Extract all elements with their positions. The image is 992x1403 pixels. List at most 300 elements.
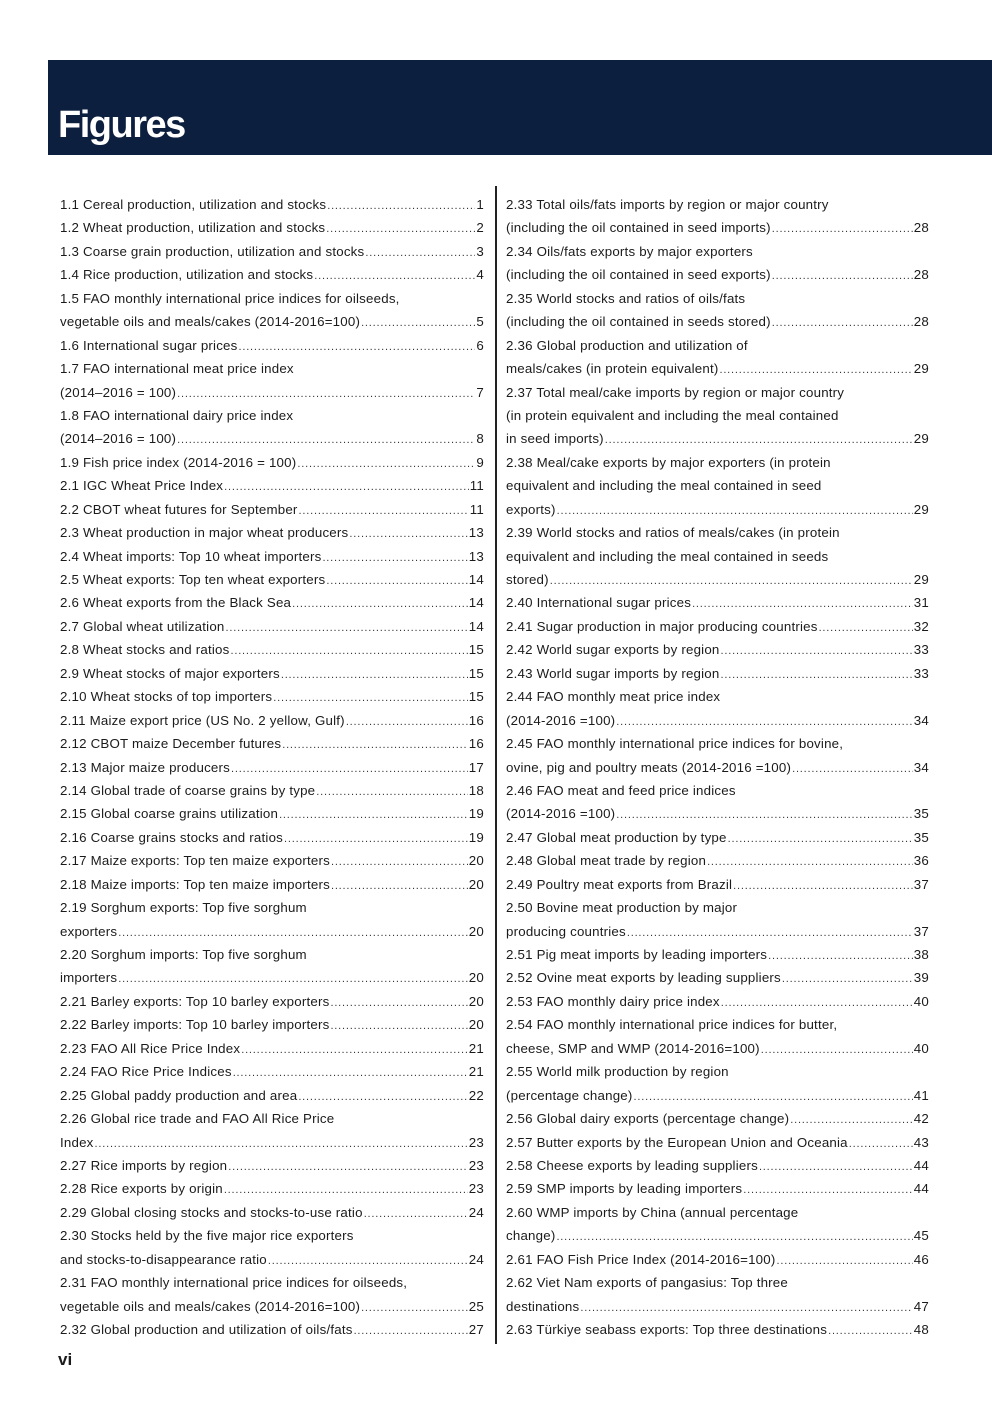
toc-entry-title: 1.7 FAO international meat price index <box>60 361 294 377</box>
toc-entry-title: 1.2 Wheat production, utilization and stocks <box>60 220 326 236</box>
toc-entry-line <box>506 896 929 919</box>
toc-entry-page: 32 <box>913 618 929 634</box>
toc-entry-page: 13 <box>468 525 484 541</box>
toc-entry-title: 2.53 FAO monthly dairy price index <box>506 993 720 1009</box>
toc-entry-title: 2.57 Butter exports by the European Union and Oceania <box>506 1134 848 1150</box>
toc-entry-title: 2.33 Total oils/fats imports by region or major country <box>506 197 829 212</box>
toc-entry[interactable] <box>60 1177 484 1200</box>
toc-entry-page: 20 <box>468 970 484 986</box>
dot-leader <box>297 453 475 476</box>
toc-entry-line <box>60 1224 484 1247</box>
toc-entry-page: 38 <box>913 947 929 962</box>
toc-entry-line <box>60 1271 484 1294</box>
toc-entry-line <box>506 1060 929 1083</box>
dot-leader <box>777 1250 913 1273</box>
dot-leader <box>326 570 467 593</box>
toc-entry-page: 29 <box>913 431 929 447</box>
toc-entry-title: 2.41 Sugar production in major producing countries <box>506 618 818 634</box>
toc-entry-page: 40 <box>913 993 929 1009</box>
toc-entry-title: 2.62 Viet Nam exports of pangasius: Top three <box>506 1275 789 1291</box>
toc-entry[interactable] <box>506 1177 929 1200</box>
toc-entry-title: 2.48 Global meat trade by region <box>506 853 707 869</box>
toc-entry[interactable] <box>506 896 929 943</box>
toc-entry[interactable] <box>506 638 929 661</box>
dot-leader <box>580 1297 912 1320</box>
toc-entry[interactable] <box>506 849 929 872</box>
dot-leader <box>772 265 913 288</box>
toc-entry-line <box>60 802 484 825</box>
toc-entry[interactable] <box>60 1318 484 1341</box>
toc-entry-title: 2.4 Wheat imports: Top 10 wheat importers <box>60 548 322 564</box>
toc-entry-title: 2.11 Maize export price (US No. 2 yellow, Gulf) <box>60 712 345 728</box>
toc-entry[interactable] <box>506 1271 929 1318</box>
toc-entry[interactable] <box>506 966 929 989</box>
toc-entry-title: 1.5 FAO monthly international price indices for oilseeds, <box>60 290 400 306</box>
toc-entry[interactable] <box>506 193 929 240</box>
toc-entry-line <box>60 896 484 919</box>
toc-entry-line <box>60 287 484 310</box>
dot-leader <box>314 265 475 288</box>
toc-entry-line <box>506 1224 929 1247</box>
toc-entry-title: 2.45 FAO monthly international price indices for bovine, <box>506 736 844 752</box>
toc-entry-page: 47 <box>913 1298 929 1314</box>
toc-entry[interactable] <box>60 263 484 286</box>
toc-entry[interactable] <box>506 1060 929 1107</box>
toc-entry[interactable] <box>506 873 929 896</box>
dot-leader <box>782 968 913 991</box>
toc-entry-title: 2.56 Global dairy exports (percentage change) <box>506 1111 790 1127</box>
dot-leader <box>733 875 913 898</box>
dot-leader <box>634 1086 913 1109</box>
dot-leader <box>268 1250 468 1273</box>
toc-entry-title: 2.14 Global trade of coarse grains by type <box>60 782 316 798</box>
toc-entry[interactable] <box>60 896 484 943</box>
dot-leader <box>177 383 475 406</box>
toc-entry-title: 2.39 World stocks and ratios of meals/cakes (in protein <box>506 525 840 541</box>
dot-leader <box>361 1297 468 1320</box>
dot-leader <box>226 617 468 640</box>
toc-entry-line <box>506 1154 929 1177</box>
toc-entry-title: meals/cakes (in protein equivalent) <box>506 361 719 377</box>
toc-entry-page: 36 <box>913 853 929 869</box>
toc-entry-title: 2.40 International sugar prices <box>506 595 692 611</box>
dot-leader <box>282 734 468 757</box>
toc-entry-line <box>506 474 929 497</box>
toc-entry-page: 24 <box>468 1204 484 1220</box>
toc-entry-title: change) <box>506 1228 556 1244</box>
toc-entry-line <box>60 568 484 591</box>
toc-entry-line <box>506 638 929 661</box>
dot-leader <box>707 851 913 874</box>
toc-entry[interactable] <box>506 662 929 685</box>
toc-entry-title: 2.52 Ovine meat exports by leading suppliers <box>506 970 781 986</box>
toc-entry[interactable] <box>506 521 929 591</box>
toc-entry[interactable] <box>60 1154 484 1177</box>
toc-entry-page: 15 <box>468 665 484 681</box>
toc-entry[interactable] <box>60 849 484 872</box>
toc-entry-line <box>60 1318 484 1341</box>
dot-leader <box>556 1226 912 1249</box>
dot-leader <box>299 500 469 523</box>
toc-entry[interactable] <box>60 709 484 732</box>
toc-entry[interactable] <box>60 334 484 357</box>
toc-entry-title: exporters <box>60 923 118 939</box>
toc-entry-title: 2.27 Rice imports by region <box>60 1157 228 1173</box>
toc-entry-title: 2.50 Bovine meat production by major <box>506 900 738 916</box>
toc-entry[interactable] <box>506 240 929 287</box>
toc-entry-line <box>506 756 929 779</box>
toc-entry-page: 29 <box>913 361 929 377</box>
toc-entry[interactable] <box>60 498 484 521</box>
toc-entry[interactable] <box>60 240 484 263</box>
toc-entry-line <box>506 427 929 450</box>
toc-entry-page: 3 <box>476 243 484 259</box>
toc-entry-line <box>60 990 484 1013</box>
toc-entry-line <box>60 1013 484 1036</box>
toc-entry-line <box>506 849 929 872</box>
dot-leader <box>316 781 468 804</box>
toc-entry-title: 2.44 FAO monthly meat price index <box>506 689 721 705</box>
toc-entry[interactable] <box>506 685 929 732</box>
toc-entry-line <box>506 263 929 286</box>
toc-entry[interactable] <box>60 662 484 685</box>
dot-leader <box>721 640 913 663</box>
toc-entry-title: 2.51 Pig meat imports by leading importers <box>506 947 768 962</box>
toc-entry-line <box>60 404 484 427</box>
toc-entry[interactable] <box>506 1013 929 1060</box>
toc-entry[interactable] <box>60 521 484 544</box>
dot-leader <box>849 1133 913 1156</box>
page-number: vi <box>58 1350 73 1369</box>
toc-entry-title: in seed imports) <box>506 431 604 447</box>
toc-entry-page: 19 <box>468 806 484 822</box>
toc-entry[interactable] <box>60 451 484 474</box>
toc-entry-title: 2.20 Sorghum imports: Top five sorghum <box>60 947 307 962</box>
toc-entry-page: 25 <box>468 1298 484 1314</box>
dot-leader <box>361 312 475 335</box>
toc-entry-line <box>60 1177 484 1200</box>
toc-entry-line <box>506 943 929 966</box>
toc-entry-line <box>506 1295 929 1318</box>
toc-entry-title: 2.26 Global rice trade and FAO All Rice Price <box>60 1111 335 1127</box>
header-banner <box>48 60 992 155</box>
toc-entry[interactable] <box>60 474 484 497</box>
toc-entry-page: 43 <box>913 1134 929 1150</box>
toc-entry-page: 28 <box>913 267 929 283</box>
toc-entry-line <box>60 216 484 239</box>
toc-entry-page: 23 <box>468 1134 484 1150</box>
toc-entry-line <box>506 990 929 1013</box>
toc-entry-title: 1.8 FAO international dairy price index <box>60 407 294 423</box>
toc-entry-title: 2.22 Barley imports: Top 10 barley importers <box>60 1017 330 1033</box>
toc-entry-page: 20 <box>468 853 484 869</box>
toc-entry-page: 48 <box>913 1322 929 1337</box>
toc-entry[interactable] <box>60 873 484 896</box>
toc-entry[interactable] <box>60 568 484 591</box>
toc-entry[interactable] <box>60 779 484 802</box>
toc-entry[interactable] <box>506 615 929 638</box>
toc-entry-title: 2.37 Total meal/cake imports by region or major country <box>506 384 845 400</box>
toc-entry-line <box>60 849 484 872</box>
dot-leader <box>349 523 467 546</box>
dot-leader <box>273 687 468 710</box>
toc-entry[interactable] <box>60 1271 484 1318</box>
toc-entry-title: 2.13 Major maize producers <box>60 759 231 775</box>
toc-entry[interactable] <box>60 545 484 568</box>
toc-entry-title: 2.21 Barley exports: Top 10 barley exporters <box>60 993 330 1009</box>
toc-entry-line <box>60 545 484 568</box>
dot-leader <box>330 1015 467 1038</box>
toc-entry[interactable] <box>60 404 484 451</box>
column-divider <box>495 186 497 1344</box>
toc-entry-line <box>60 709 484 732</box>
toc-entry-line <box>60 1131 484 1154</box>
dot-leader <box>365 242 475 265</box>
toc-entry-title: 2.3 Wheat production in major wheat producers <box>60 525 349 541</box>
toc-entry[interactable] <box>60 685 484 708</box>
dot-leader <box>241 1039 468 1062</box>
dot-leader <box>772 312 913 335</box>
toc-entry-page: 2 <box>476 220 484 236</box>
toc-entry[interactable] <box>60 1037 484 1060</box>
dot-leader <box>224 1179 468 1202</box>
dot-leader <box>281 664 468 687</box>
dot-leader <box>557 500 913 523</box>
toc-entry[interactable] <box>60 1084 484 1107</box>
toc-entry[interactable] <box>60 943 484 990</box>
toc-entry-page: 23 <box>468 1157 484 1173</box>
toc-entry-page: 34 <box>913 759 929 775</box>
toc-entry[interactable] <box>60 216 484 239</box>
toc-entry-line <box>506 920 929 943</box>
toc-entry-page: 14 <box>468 572 484 587</box>
toc-entry-title: vegetable oils and meals/cakes (2014-2016=100) <box>60 1298 361 1314</box>
toc-entry-title: 2.42 World sugar exports by region <box>506 642 720 658</box>
toc-entry-line <box>506 802 929 825</box>
toc-entry[interactable] <box>506 1154 929 1177</box>
toc-entry-page: 45 <box>913 1228 929 1244</box>
toc-entry[interactable] <box>60 1224 484 1271</box>
toc-entry-line <box>60 943 484 966</box>
toc-entry[interactable] <box>506 826 929 849</box>
toc-entry-line <box>506 732 929 755</box>
toc-entry[interactable] <box>60 756 484 779</box>
toc-entry[interactable] <box>506 381 929 451</box>
toc-entry-line <box>506 966 929 989</box>
dot-leader <box>228 1156 468 1179</box>
toc-entry-page: 14 <box>468 595 484 611</box>
toc-entry-line <box>60 1295 484 1318</box>
toc-entry-title: 2.34 Oils/fats exports by major exporters <box>506 243 753 259</box>
toc-entry-line <box>506 615 929 638</box>
dot-leader <box>616 711 913 734</box>
dot-leader <box>761 1039 913 1062</box>
toc-entry[interactable] <box>60 591 484 614</box>
toc-entry-title: destinations <box>506 1298 580 1314</box>
toc-entry[interactable] <box>60 826 484 849</box>
toc-entry-title: equivalent and including the meal contained in seed <box>506 478 822 494</box>
toc-entry-line <box>60 920 484 943</box>
toc-entry-title: 1.9 Fish price index (2014-2016 = 100) <box>60 454 297 470</box>
toc-entry-title: 2.49 Poultry meat exports from Brazil <box>506 876 733 892</box>
toc-entry-line <box>506 568 929 591</box>
dot-leader <box>346 711 468 734</box>
toc-entry-title: 1.3 Coarse grain production, utilization and stocks <box>60 243 365 259</box>
toc-entry[interactable] <box>60 1060 484 1083</box>
dot-leader <box>330 992 467 1015</box>
dot-leader <box>550 570 913 593</box>
toc-entry[interactable] <box>506 334 929 381</box>
toc-entry-title: 2.16 Coarse grains stocks and ratios <box>60 829 284 845</box>
toc-entry[interactable] <box>506 591 929 614</box>
toc-entry-title: 2.38 Meal/cake exports by major exporters (in protein <box>506 454 831 470</box>
toc-entry-title: (2014-2016 =100) <box>506 712 616 728</box>
toc-entry-title: Index <box>60 1134 94 1150</box>
toc-entry-title: 1.6 International sugar prices <box>60 337 238 353</box>
dot-leader <box>118 968 468 991</box>
toc-entry[interactable] <box>60 193 484 216</box>
toc-entry[interactable] <box>506 1131 929 1154</box>
toc-entry-line <box>60 1060 484 1083</box>
toc-entry[interactable] <box>506 1107 929 1130</box>
dot-leader <box>327 195 475 218</box>
toc-entry-title: 2.5 Wheat exports: Top ten wheat exporters <box>60 572 326 587</box>
toc-entry[interactable] <box>506 943 929 966</box>
toc-entry-title: 2.61 FAO Fish Price Index (2014-2016=100) <box>506 1251 776 1267</box>
toc-entry-page: 44 <box>913 1181 929 1197</box>
dot-leader <box>728 828 913 851</box>
toc-entry-line <box>506 685 929 708</box>
toc-entry-page: 39 <box>913 970 929 986</box>
toc-entry-line <box>60 1248 484 1271</box>
dot-leader <box>322 547 467 570</box>
dot-leader <box>224 476 469 499</box>
toc-entry[interactable] <box>506 732 929 779</box>
dot-leader <box>354 1320 468 1343</box>
toc-entry-title: producing countries <box>506 923 626 939</box>
toc-entry-page: 29 <box>913 501 929 517</box>
toc-entry-page: 42 <box>913 1111 929 1127</box>
dot-leader <box>95 1133 468 1156</box>
toc-entry-page: 7 <box>476 384 484 400</box>
toc-entry-line <box>60 1084 484 1107</box>
dot-leader <box>721 664 913 687</box>
dot-leader <box>616 804 913 827</box>
toc-entry[interactable] <box>506 451 929 521</box>
toc-entry[interactable] <box>506 1201 929 1248</box>
toc-entry[interactable] <box>506 990 929 1013</box>
toc-column-right <box>506 193 929 1341</box>
toc-entry-title: 2.29 Global closing stocks and stocks-to-use ratio <box>60 1204 363 1220</box>
dot-leader <box>743 1179 913 1202</box>
dot-leader <box>326 218 475 241</box>
toc-entry-title: 2.36 Global production and utilization of <box>506 337 748 353</box>
toc-entry-title: 2.54 FAO monthly international price indices for butter, <box>506 1017 838 1033</box>
toc-entry[interactable] <box>60 638 484 661</box>
toc-entry[interactable] <box>506 779 929 826</box>
dot-leader <box>230 640 467 663</box>
toc-entry-title: (2014–2016 = 100) <box>60 384 177 400</box>
toc-entry-title: 2.9 Wheat stocks of major exporters <box>60 665 280 681</box>
toc-entry-page: 31 <box>913 595 929 611</box>
dot-leader <box>819 617 913 640</box>
toc-entry-title: equivalent and including the meal contained in seeds <box>506 548 829 564</box>
toc-entry-line <box>60 521 484 544</box>
toc-entry-line <box>506 498 929 521</box>
toc-entry-line <box>60 310 484 333</box>
toc-entry-line <box>506 591 929 614</box>
toc-entry-line <box>60 381 484 404</box>
toc-entry-line <box>60 662 484 685</box>
toc-column-left <box>60 193 484 1341</box>
toc-entry-title: 2.55 World milk production by region <box>506 1064 729 1080</box>
toc-entry-line <box>60 498 484 521</box>
toc-entry[interactable] <box>60 802 484 825</box>
toc-entry-page: 20 <box>468 923 484 939</box>
toc-entry-title: 2.47 Global meat production by type <box>506 829 727 845</box>
dot-leader <box>292 593 468 616</box>
toc-entry-page: 18 <box>468 782 484 798</box>
toc-entry[interactable] <box>60 357 484 404</box>
page-title: Figures <box>58 104 185 146</box>
toc-entry-title: cheese, SMP and WMP (2014-2016=100) <box>506 1040 760 1056</box>
dot-leader <box>364 1203 468 1226</box>
toc-entry-page: 46 <box>913 1251 929 1267</box>
dot-leader <box>828 1320 913 1343</box>
toc-entry-page: 20 <box>468 993 484 1009</box>
toc-entry-title: 2.25 Global paddy production and area <box>60 1087 298 1103</box>
toc-entry-title: 2.6 Wheat exports from the Black Sea <box>60 595 292 611</box>
toc-entry-line <box>60 427 484 450</box>
toc-entry-page: 24 <box>468 1251 484 1267</box>
toc-entry-title: 2.15 Global coarse grains utilization <box>60 806 279 822</box>
dot-leader <box>692 593 913 616</box>
toc-entry[interactable] <box>60 732 484 755</box>
toc-entry-line <box>60 873 484 896</box>
toc-entry-line <box>60 1107 484 1130</box>
toc-entry-title: 2.8 Wheat stocks and ratios <box>60 642 230 658</box>
toc-entry-title: 2.32 Global production and utilization of oils/fats <box>60 1322 353 1337</box>
toc-entry-page: 20 <box>468 876 484 892</box>
toc-entry-page: 28 <box>913 314 929 330</box>
toc-entry-line <box>506 334 929 357</box>
toc-entry[interactable] <box>506 1248 929 1271</box>
toc-entry-title: (2014-2016 =100) <box>506 806 616 822</box>
toc-entry[interactable] <box>60 1201 484 1224</box>
toc-entry[interactable] <box>60 990 484 1013</box>
dot-leader <box>792 758 913 781</box>
toc-entry-line <box>60 615 484 638</box>
toc-entry[interactable] <box>506 1318 929 1341</box>
toc-entry-line <box>506 779 929 802</box>
toc-entry-page: 40 <box>913 1040 929 1056</box>
toc-entry-line <box>60 357 484 380</box>
toc-entry-line <box>60 1201 484 1224</box>
toc-entry-page: 33 <box>913 642 929 658</box>
toc-entry[interactable] <box>60 1013 484 1036</box>
toc-entry[interactable] <box>506 287 929 334</box>
toc-entry[interactable] <box>60 1107 484 1154</box>
toc-entry[interactable] <box>60 615 484 638</box>
toc-entry-title: 2.19 Sorghum exports: Top five sorghum <box>60 900 307 916</box>
toc-entry-title: 2.23 FAO All Rice Price Index <box>60 1040 241 1056</box>
toc-entry[interactable] <box>60 287 484 334</box>
toc-entry-title: 2.2 CBOT wheat futures for September <box>60 501 298 517</box>
toc-entry-title: 2.12 CBOT maize December futures <box>60 736 282 752</box>
toc-entry-title: (in protein equivalent and including the meal contained <box>506 407 839 423</box>
toc-entry-page: 41 <box>913 1087 929 1103</box>
toc-entry-line <box>506 662 929 685</box>
